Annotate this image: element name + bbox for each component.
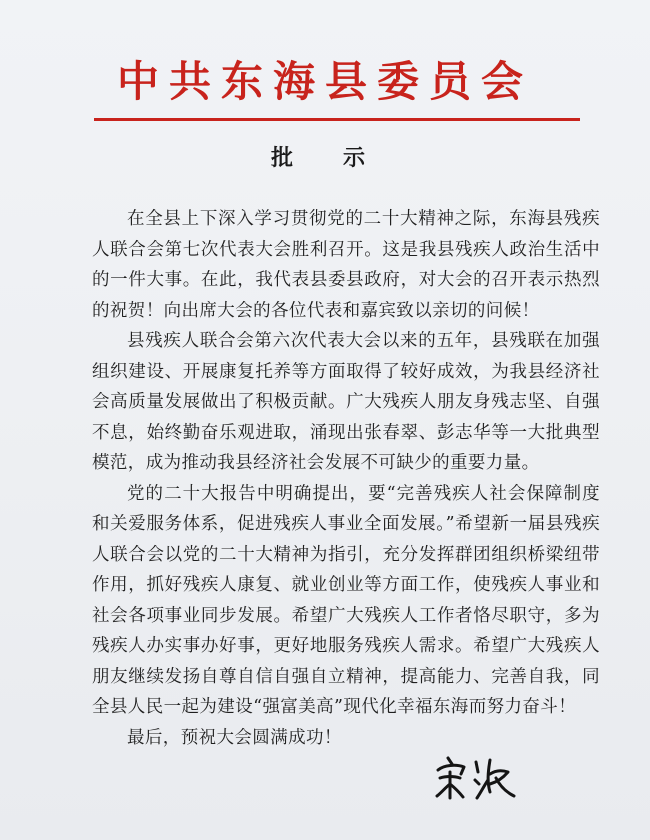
body-paragraph-3: 党的二十大报告中明确提出，要“完善残疾人社会保障制度和关爱服务体系，促进残疾人事业全面发展。”希望新一届县残疾人联合会以党的二十大精神为指引，充分发挥群团组织桥梁纽带作用，抓好残疾人康复、就业创业等方面工作，使残疾人事业和社会各项事业同步发展。希望广大残疾人工作者恪尽职守，多为残疾人办实事办好事，更好地服务残疾人需求。希望广大残疾人朋友继续发扬自尊自信自强自立精神，提高能力、完善自我，同全县人民一起为建设“强富美高”现代化幸福东海而努力奋斗！ [92, 483, 600, 717]
signature-icon [430, 748, 520, 808]
body-paragraph-2: 县残疾人联合会第六次代表大会以来的五年，县残联在加强组织建设、开展康复托养等方面取得了较好成效，为我县经济社会高质量发展做出了积极贡献。广大残疾人朋友身残志坚、自强不息，始终勤奋乐观进取，涌现出张春翠、彭志华等一大批典型模范，成为推动我县经济社会发展不可缺少的重要力量。 [92, 331, 600, 473]
handwritten-signature [430, 748, 520, 808]
body-paragraph-1: 在全县上下深入学习贯彻党的二十大精神之际，东海县残疾人联合会第七次代表大会胜利召开。这是我县残疾人政治生活中的一件大事。在此，我代表县委县政府，对大会的召开表示热烈的祝贺！向出席大会的各位代表和嘉宾致以亲切的问候！ [92, 209, 600, 321]
document-title: 批 示 [270, 146, 379, 171]
body-paragraph-4: 最后，预祝大会圆满成功！ [127, 727, 342, 748]
document-body [92, 204, 600, 753]
letterhead-org-name: 中共东海县委员会 [116, 57, 533, 106]
letterhead-red-rule [94, 118, 580, 121]
